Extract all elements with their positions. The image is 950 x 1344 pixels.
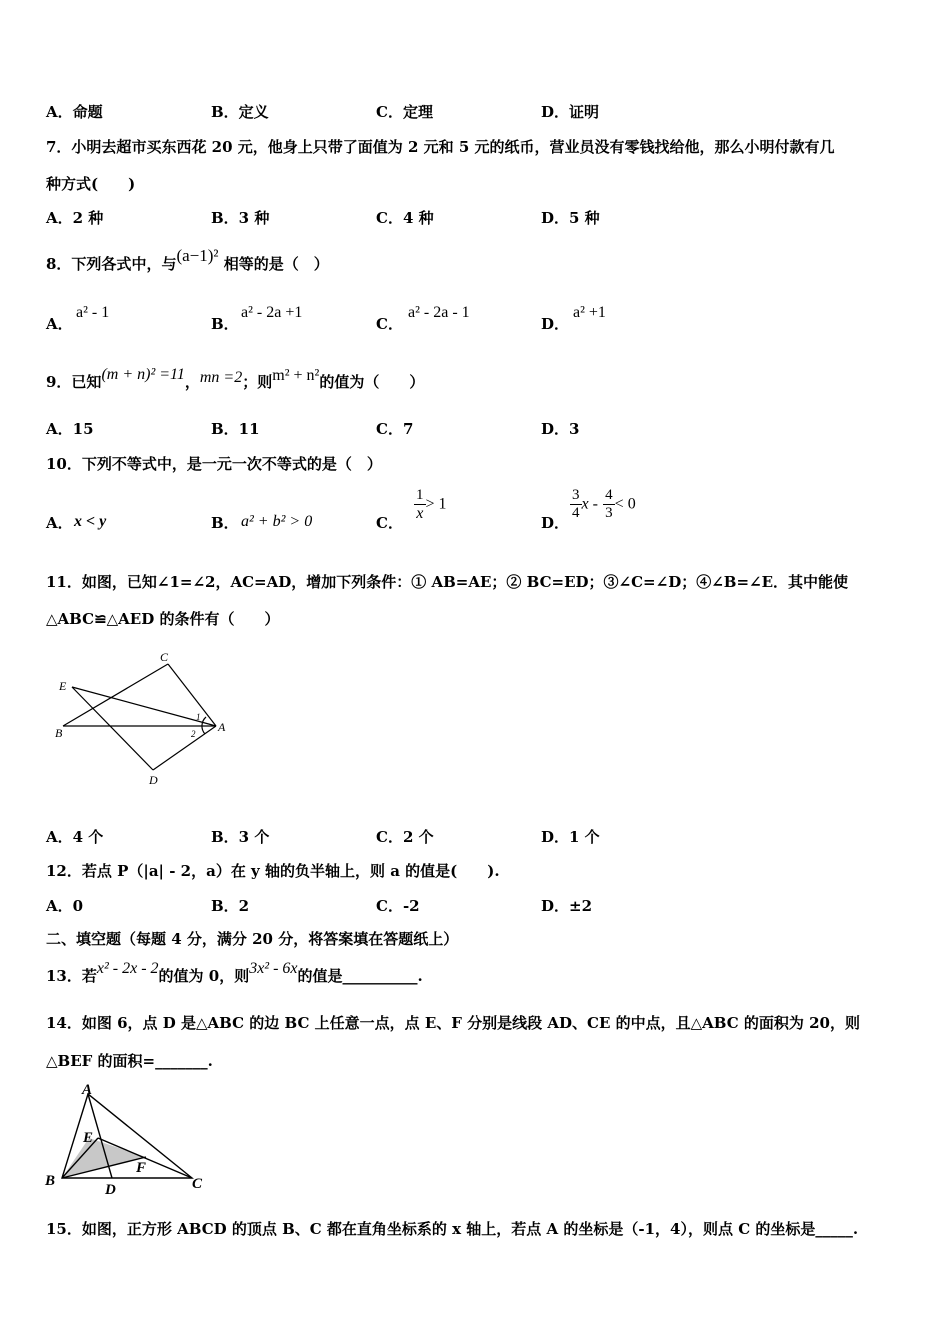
q13-pre: 13．若 (46, 967, 97, 985)
q11-segment-ca (168, 664, 216, 726)
q11-label-d: D (149, 773, 158, 787)
q12-stem: 12．若点 P（|a| - 2，a）在 y 轴的负半轴上，则 a 的值是( ). (46, 862, 500, 880)
q10-d-fraction2 (603, 487, 615, 522)
q8-option-d-expr: a² +1 (573, 304, 606, 321)
q13-post: 的值是__________. (297, 967, 423, 985)
q14-label-f: F (136, 1160, 147, 1176)
q11-stem-line2: △ABC≌△AED 的条件有（ ） (46, 610, 280, 628)
q10-c-rest: > 1 (425, 495, 447, 513)
q9-option-a: A．15 (46, 420, 94, 438)
q10-d-mid: x - (581, 495, 598, 513)
q14-stem-line1: 14．如图 6，点 D 是△ABC 的边 BC 上任意一点，点 E、F 分别是线段 AD、CE 的中点，且△ABC 的面积为 20，则 (46, 1014, 860, 1032)
q8-option-c-expr: a² - 2a - 1 (408, 304, 470, 321)
q9-expr3: m² + n² (272, 367, 320, 384)
q7-option-a: A．2 种 (46, 209, 104, 227)
q7-option-b: B．3 种 (211, 209, 270, 227)
q10-option-c-expr (414, 487, 447, 522)
q10-option-a-label: A． (46, 514, 73, 532)
q8-option-b-expr: a² - 2a +1 (241, 304, 303, 321)
q7-stem-line2: 种方式( ) (46, 175, 136, 193)
q11-segment-ea (72, 687, 216, 726)
q9-option-d: D．3 (541, 420, 580, 438)
q15-stem: 15．如图，正方形 ABCD 的顶点 B、C 都在直角坐标系的 x 轴上，若点 A 的坐标是（-1，4），则点 C 的坐标是_____. (46, 1220, 859, 1238)
q10-d-den1: 4 (572, 505, 580, 521)
q8-stem-pre: 8．下列各式中，与 (46, 255, 177, 273)
q8-option-a-label: A． (46, 315, 73, 333)
q9-expr2: mn =2 (199, 369, 243, 386)
q11-stem-line1: 11．如图，已知∠1=∠2，AC=AD，增加下列条件：① AB=AE；② BC=ED；③∠C=∠D；④∠B=∠E．其中能使 (46, 573, 849, 591)
q11-option-b: B．3 个 (211, 828, 270, 846)
q6-option-a: A．命题 (46, 103, 103, 121)
q14-shaded-triangle-bef (62, 1138, 146, 1178)
q14-label-e: E (83, 1130, 94, 1146)
q8-option-c-label: C． (376, 315, 403, 333)
q9-sep: ， (184, 373, 200, 391)
q9-mid: ；则 (242, 373, 273, 391)
q6-option-d: D．证明 (541, 103, 600, 121)
q14-label-c: C (192, 1176, 203, 1192)
q8-stem (46, 246, 329, 274)
q8-option-a-expr: a² - 1 (76, 304, 110, 321)
q13-expr2: 3x² - 6x (249, 960, 298, 977)
q12-option-d: D．±2 (541, 897, 593, 915)
q10-d-rest: < 0 (614, 495, 636, 513)
q12-option-b: B．2 (211, 897, 250, 915)
q8-option-b-label: B． (211, 315, 239, 333)
q12-option-c: C．-2 (376, 897, 420, 915)
q7-option-c: C．4 种 (376, 209, 434, 227)
q11-label-b: B (55, 726, 63, 740)
q11-label-angle2: 2 (191, 729, 196, 739)
q10-c-den: x (416, 505, 424, 522)
q8-stem-post: 相等的是（ ） (223, 255, 329, 273)
q9-post: 的值为（ ） (319, 373, 425, 391)
q11-label-angle1: 1 (196, 712, 201, 722)
q10-option-d-label: D． (541, 514, 570, 532)
q9-option-b: B．11 (211, 420, 260, 438)
q10-d-num1: 3 (572, 487, 580, 503)
q14-label-a: A (82, 1082, 93, 1098)
q10-d-fraction1 (570, 487, 582, 522)
q11-figure (50, 648, 240, 788)
q10-option-b-label: B． (211, 514, 239, 532)
q13-expr1: x² - 2x - 2 (96, 960, 159, 977)
q11-label-e: E (59, 679, 67, 693)
q8-option-d-label: D． (541, 315, 570, 333)
q14-label-b: B (45, 1173, 56, 1189)
q10-option-c-label: C． (376, 514, 403, 532)
q6-option-c: C．定理 (376, 103, 433, 121)
q7-stem-line1: 7．小明去超市买东西花 20 元，他身上只带了面值为 2 元和 5 元的纸币，营业员没有零钱找给他，那么小明付款有几 (46, 138, 835, 156)
q12-option-a: A．0 (46, 897, 84, 915)
q11-segment-bc (63, 664, 168, 726)
q11-label-a: A (218, 720, 226, 734)
q10-c-num: 1 (416, 487, 424, 503)
q8-stem-expr: (a−1)² (176, 246, 219, 265)
q10-d-num2: 4 (605, 487, 613, 503)
q10-option-b-expr: a² + b² > 0 (241, 513, 313, 530)
q6-option-b: B．定义 (211, 103, 269, 121)
q10-c-fraction (414, 487, 426, 522)
q11-option-c: C．2 个 (376, 828, 434, 846)
q11-label-c: C (160, 650, 169, 664)
q10-option-a-expr: x < y (74, 513, 107, 530)
q10-option-d-expr (570, 487, 636, 522)
q11-option-d: D．1 个 (541, 828, 600, 846)
q13-mid: 的值为 0，则 (158, 967, 250, 985)
q9-expr1: (m + n)² =11 (101, 366, 185, 383)
q11-option-a: A．4 个 (46, 828, 104, 846)
q11-segment-ed (72, 687, 153, 770)
q11-segment-da (153, 726, 216, 770)
q7-option-d: D．5 种 (541, 209, 600, 227)
q14-label-d: D (105, 1182, 116, 1198)
q10-d-den2: 3 (605, 505, 613, 521)
q14-stem-line2: △BEF 的面积=_______. (46, 1052, 213, 1070)
q9-option-c: C．7 (376, 420, 414, 438)
q10-stem: 10．下列不等式中，是一元一次不等式的是（ ） (46, 455, 382, 473)
q9-stem (46, 366, 425, 393)
section2-heading: 二、填空题（每题 4 分，满分 20 分，将答案填在答题纸上） (46, 930, 459, 948)
q14-figure (42, 1080, 217, 1200)
q9-stem-pre: 9．已知 (46, 373, 102, 391)
q13-stem (46, 960, 423, 987)
